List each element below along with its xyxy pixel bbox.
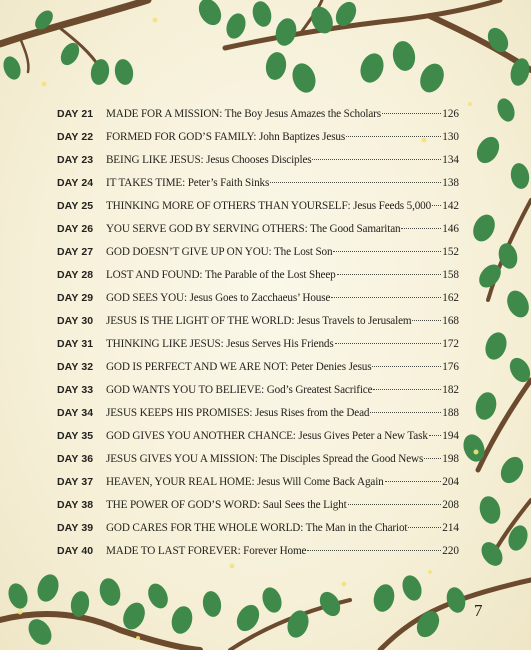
dot-leader bbox=[346, 136, 441, 137]
leaf bbox=[496, 453, 527, 487]
entry-title: GOD SEES YOU: Jesus Goes to Zacchaeus’ House bbox=[106, 292, 331, 304]
day-label: DAY 28 bbox=[57, 269, 94, 281]
leaf bbox=[273, 16, 300, 48]
firefly bbox=[428, 570, 432, 574]
dot-leader bbox=[333, 251, 441, 252]
day-label: DAY 39 bbox=[57, 522, 94, 534]
dot-leader bbox=[337, 274, 442, 275]
entry-title: GOD CARES FOR THE WHOLE WORLD: The Man in the Chariot bbox=[106, 522, 408, 534]
entry-page-number: 198 bbox=[442, 453, 459, 465]
entry-title: MADE TO LAST FOREVER: Forever Home bbox=[106, 545, 307, 557]
entry-line bbox=[106, 154, 459, 166]
leaf bbox=[503, 287, 531, 321]
dot-leader bbox=[370, 412, 441, 413]
entry-line bbox=[106, 338, 459, 350]
toc-entry bbox=[57, 246, 459, 269]
toc-entry bbox=[57, 269, 459, 292]
leaf bbox=[289, 60, 320, 96]
leaf bbox=[482, 329, 510, 362]
toc-entry bbox=[57, 430, 459, 453]
entry-line bbox=[106, 361, 459, 373]
dot-leader bbox=[335, 343, 442, 344]
entry-title: GOD DOESN’T GIVE UP ON YOU: The Lost Son bbox=[106, 246, 333, 258]
entry-line bbox=[106, 315, 459, 327]
leaf bbox=[169, 604, 196, 636]
entry-page-number: 176 bbox=[442, 361, 459, 373]
toc-entry bbox=[57, 154, 459, 177]
day-label: DAY 27 bbox=[57, 246, 94, 258]
entry-line bbox=[106, 384, 459, 396]
leaf bbox=[34, 571, 62, 604]
day-label: DAY 36 bbox=[57, 453, 94, 465]
toc-entry bbox=[57, 131, 459, 154]
leaf bbox=[494, 96, 517, 124]
entry-title: JESUS IS THE LIGHT OF THE WORLD: Jesus Travels to Jerusalem bbox=[106, 315, 412, 327]
leaf bbox=[506, 354, 531, 386]
dot-leader bbox=[382, 113, 441, 114]
leaf bbox=[477, 494, 504, 526]
leaf bbox=[194, 0, 225, 29]
toc-entry bbox=[57, 407, 459, 430]
leaf bbox=[473, 390, 500, 422]
entry-line bbox=[106, 177, 459, 189]
day-label: DAY 21 bbox=[57, 108, 94, 120]
firefly bbox=[18, 610, 23, 615]
dot-leader bbox=[408, 527, 441, 528]
leaf bbox=[399, 573, 425, 604]
entry-title: THE POWER OF GOD’S WORD: Saul Sees the Light bbox=[106, 499, 347, 511]
leaf bbox=[472, 133, 503, 167]
entry-page-number: 214 bbox=[442, 522, 459, 534]
entry-title: THINKING LIKE JESUS: Jesus Serves His Friends bbox=[106, 338, 334, 350]
day-label: DAY 29 bbox=[57, 292, 94, 304]
leaf bbox=[24, 615, 56, 649]
entry-line bbox=[106, 407, 459, 419]
leaf bbox=[416, 60, 449, 96]
toc-entry bbox=[57, 315, 459, 338]
entry-page-number: 152 bbox=[442, 246, 459, 258]
day-label: DAY 24 bbox=[57, 177, 94, 189]
toc-entry bbox=[57, 499, 459, 522]
entry-line bbox=[106, 269, 459, 281]
toc-entry bbox=[57, 545, 459, 568]
leaf bbox=[469, 211, 499, 245]
branch-top-left-twig-2 bbox=[20, 38, 28, 72]
day-label: DAY 33 bbox=[57, 384, 94, 396]
dot-leader bbox=[331, 297, 441, 298]
entry-page-number: 220 bbox=[442, 545, 459, 557]
day-label: DAY 32 bbox=[57, 361, 94, 373]
entry-title: LOST AND FOUND: The Parable of the Lost Sheep bbox=[106, 269, 336, 281]
leaf bbox=[477, 538, 507, 570]
leaf bbox=[250, 0, 274, 29]
day-label: DAY 22 bbox=[57, 131, 94, 143]
entry-page-number: 168 bbox=[442, 315, 459, 327]
leaf bbox=[5, 581, 31, 612]
entry-line bbox=[106, 200, 459, 212]
leaf bbox=[484, 24, 513, 56]
entry-title: HEAVEN, YOUR REAL HOME: Jesus Will Come Back Again bbox=[106, 476, 384, 488]
entry-page-number: 204 bbox=[442, 476, 459, 488]
toc-entry bbox=[57, 177, 459, 200]
leaf bbox=[444, 585, 468, 615]
entry-line bbox=[106, 108, 459, 120]
leaf bbox=[412, 607, 443, 641]
entry-title: GOD WANTS YOU TO BELIEVE: God’s Greatest Sacrifice bbox=[106, 384, 373, 396]
entry-title: JESUS KEEPS HIS PROMISES: Jesus Rises from the Dead bbox=[106, 407, 370, 419]
dot-leader bbox=[385, 481, 442, 482]
entry-page-number: 182 bbox=[442, 384, 459, 396]
toc-entry bbox=[57, 361, 459, 384]
firefly bbox=[153, 18, 158, 23]
leaf bbox=[144, 580, 171, 611]
day-label: DAY 31 bbox=[57, 338, 94, 350]
entry-title: IT TAKES TIME: Peter’s Faith Sinks bbox=[106, 177, 270, 189]
entry-title: FORMED FOR GOD’S FAMILY: John Baptizes Jesus bbox=[106, 131, 346, 143]
leaf bbox=[113, 58, 135, 87]
entry-page-number: 188 bbox=[442, 407, 459, 419]
firefly bbox=[136, 636, 140, 640]
toc-entry bbox=[57, 338, 459, 361]
entry-title: BEING LIKE JESUS: Jesus Chooses Disciples bbox=[106, 154, 312, 166]
toc-entry bbox=[57, 108, 459, 131]
page-number: 7 bbox=[474, 601, 483, 620]
dot-leader bbox=[429, 435, 441, 436]
toc-entry bbox=[57, 522, 459, 545]
entry-title: YOU SERVE GOD BY SERVING OTHERS: The Good Samaritan bbox=[106, 223, 401, 235]
entry-page-number: 130 bbox=[442, 131, 459, 143]
day-label: DAY 30 bbox=[57, 315, 94, 327]
leaf bbox=[97, 576, 124, 608]
day-label: DAY 35 bbox=[57, 430, 94, 442]
dot-leader bbox=[373, 389, 441, 390]
day-label: DAY 38 bbox=[57, 499, 94, 511]
firefly bbox=[474, 450, 479, 455]
entry-page-number: 158 bbox=[442, 269, 459, 281]
entry-line bbox=[106, 131, 459, 143]
entry-title: GOD GIVES YOU ANOTHER CHANCE: Jesus Gives Peter a New Task bbox=[106, 430, 428, 442]
entry-line bbox=[106, 453, 459, 465]
entry-line bbox=[106, 476, 459, 488]
toc-entry bbox=[57, 453, 459, 476]
day-label: DAY 23 bbox=[57, 154, 94, 166]
leaf bbox=[201, 590, 223, 619]
entry-page-number: 162 bbox=[442, 292, 459, 304]
entry-page-number: 194 bbox=[442, 430, 459, 442]
entry-line bbox=[106, 499, 459, 511]
day-label: DAY 34 bbox=[57, 407, 94, 419]
entry-page-number: 146 bbox=[442, 223, 459, 235]
dot-leader bbox=[432, 205, 441, 206]
dot-leader bbox=[412, 320, 441, 321]
entry-page-number: 142 bbox=[442, 200, 459, 212]
entry-title: THINKING MORE OF OTHERS THAN YOURSELF: Jesus Feeds 5,000 bbox=[106, 200, 432, 212]
entry-title: MADE FOR A MISSION: The Boy Jesus Amazes the Scholars bbox=[106, 108, 381, 120]
leaf bbox=[89, 58, 111, 87]
entry-page-number: 126 bbox=[442, 108, 459, 120]
leaf bbox=[391, 39, 418, 72]
entry-page-number: 138 bbox=[442, 177, 459, 189]
entry-line bbox=[106, 223, 459, 235]
leaf bbox=[119, 599, 149, 633]
dot-leader bbox=[401, 228, 441, 229]
day-label: DAY 40 bbox=[57, 545, 94, 557]
day-label: DAY 26 bbox=[57, 223, 94, 235]
firefly bbox=[468, 102, 472, 106]
entry-title: GOD IS PERFECT AND WE ARE NOT: Peter Denies Jesus bbox=[106, 361, 372, 373]
dot-leader bbox=[424, 458, 441, 459]
table-of-contents bbox=[57, 108, 459, 568]
firefly bbox=[42, 82, 47, 87]
entry-title: JESUS GIVES YOU A MISSION: The Disciples Spread the Good News bbox=[106, 453, 424, 465]
entry-line bbox=[106, 545, 459, 557]
day-label: DAY 25 bbox=[57, 200, 94, 212]
leaf bbox=[509, 162, 531, 191]
leaf bbox=[232, 601, 263, 635]
entry-line bbox=[106, 292, 459, 304]
entry-page-number: 172 bbox=[442, 338, 459, 350]
day-label: DAY 37 bbox=[57, 476, 94, 488]
toc-entry bbox=[57, 223, 459, 246]
toc-entry bbox=[57, 476, 459, 499]
toc-entry bbox=[57, 292, 459, 315]
entry-line bbox=[106, 430, 459, 442]
entry-page-number: 208 bbox=[442, 499, 459, 511]
entry-page-number: 134 bbox=[442, 154, 459, 166]
leaf bbox=[223, 11, 249, 42]
dot-leader bbox=[312, 159, 441, 160]
leaf bbox=[357, 50, 388, 86]
dot-leader bbox=[307, 550, 441, 551]
toc-entry bbox=[57, 200, 459, 223]
entry-line bbox=[106, 246, 459, 258]
dot-leader bbox=[348, 504, 442, 505]
leaf bbox=[264, 50, 289, 81]
leaf bbox=[371, 582, 398, 614]
entry-line bbox=[106, 522, 459, 534]
leaf bbox=[259, 585, 285, 616]
toc-entry bbox=[57, 384, 459, 407]
dot-leader bbox=[372, 366, 441, 367]
firefly bbox=[342, 582, 347, 587]
leaf bbox=[0, 54, 23, 82]
dot-leader bbox=[270, 182, 441, 183]
branch-top-left bbox=[0, 0, 148, 44]
